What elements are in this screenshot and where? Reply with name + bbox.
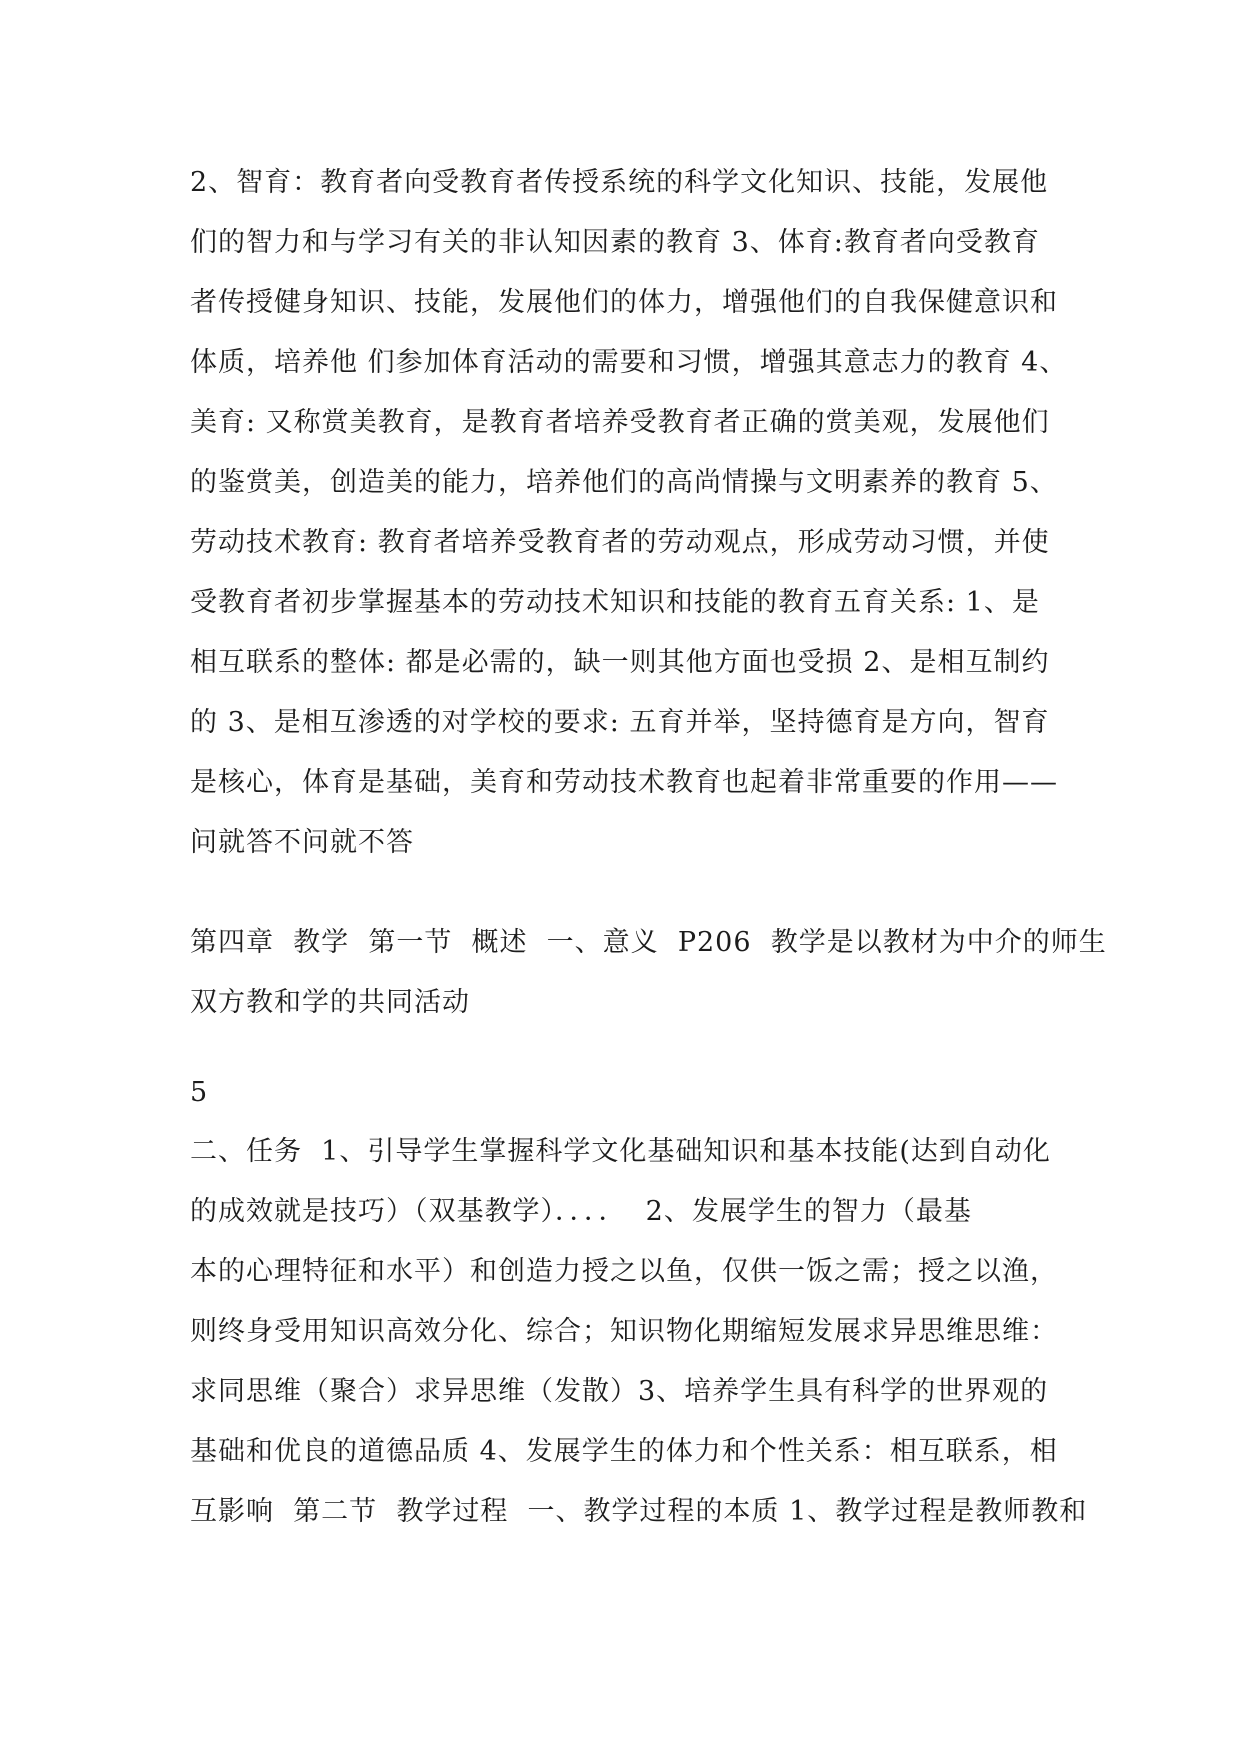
text-line: 2、智育：教育者向受教育者传授系统的科学文化知识、技能，发展他: [190, 167, 1049, 198]
text-line: 问就答不问就不答: [190, 827, 414, 858]
page-number: 5: [190, 1077, 209, 1108]
text-line: 二、任务 1、引导学生掌握科学文化基础知识和基本技能(达到自动化: [190, 1136, 1051, 1167]
text-line: 求同思维（聚合）求异思维（发散）3、培养学生具有科学的世界观的: [190, 1376, 1049, 1407]
paragraph-five-education: [190, 153, 1070, 873]
text-line: 体质，培养他 们参加体育活动的需要和习惯，增强其意志力的教育 4、: [190, 347, 1068, 378]
page-number-block: [190, 1063, 1070, 1123]
text-line: 的 3、是相互渗透的对学校的要求: 五育并举，坚持德育是方向，智育: [190, 707, 1050, 738]
text-line: 劳动技术教育: 教育者培养受教育者的劳动观点，形成劳动习惯，并使: [190, 527, 1050, 558]
paragraph-teaching-tasks: [190, 1122, 1088, 1542]
text-line: 的鉴赏美，创造美的能力，培养他们的高尚情操与文明素养的教育 5、: [190, 467, 1058, 498]
text-line: 双方教和学的共同活动: [190, 987, 470, 1018]
text-line: 第四章 教学 第一节 概述 一、意义 P206 教学是以教材为中介的师生: [190, 927, 1107, 958]
text-line: 受教育者初步掌握基本的劳动技术知识和技能的教育五育关系: 1、是: [190, 587, 1040, 618]
text-line: 相互联系的整体: 都是必需的，缺一则其他方面也受损 2、是相互制约: [190, 647, 1050, 678]
paragraph-chapter-four: [190, 913, 1107, 1033]
text-line: 互影响 第二节 教学过程 一、教学过程的本质 1、教学过程是教师教和: [190, 1496, 1088, 1527]
text-line: 者传授健身知识、技能，发展他们的体力，增强他们的自我保健意识和: [190, 287, 1058, 318]
text-line: 本的心理特征和水平）和创造力授之以鱼，仅供一饭之需；授之以渔，: [190, 1256, 1058, 1287]
text-line: 则终身受用知识高效分化、综合；知识物化期缩短发展求异思维思维：: [190, 1316, 1058, 1347]
text-line: 们的智力和与学习有关的非认知因素的教育 3、体育:教育者向受教育: [190, 227, 1040, 258]
text-line: 美育: 又称赏美教育，是教育者培养受教育者正确的赏美观，发展他们: [190, 407, 1050, 438]
text-line: 基础和优良的道德品质 4、发展学生的体力和个性关系：相互联系，相: [190, 1436, 1058, 1467]
text-line: 的成效就是技巧）（双基教学）．．．． 2、发展学生的智力（最基: [190, 1196, 972, 1227]
text-line: 是核心，体育是基础，美育和劳动技术教育也起着非常重要的作用——: [190, 767, 1058, 798]
